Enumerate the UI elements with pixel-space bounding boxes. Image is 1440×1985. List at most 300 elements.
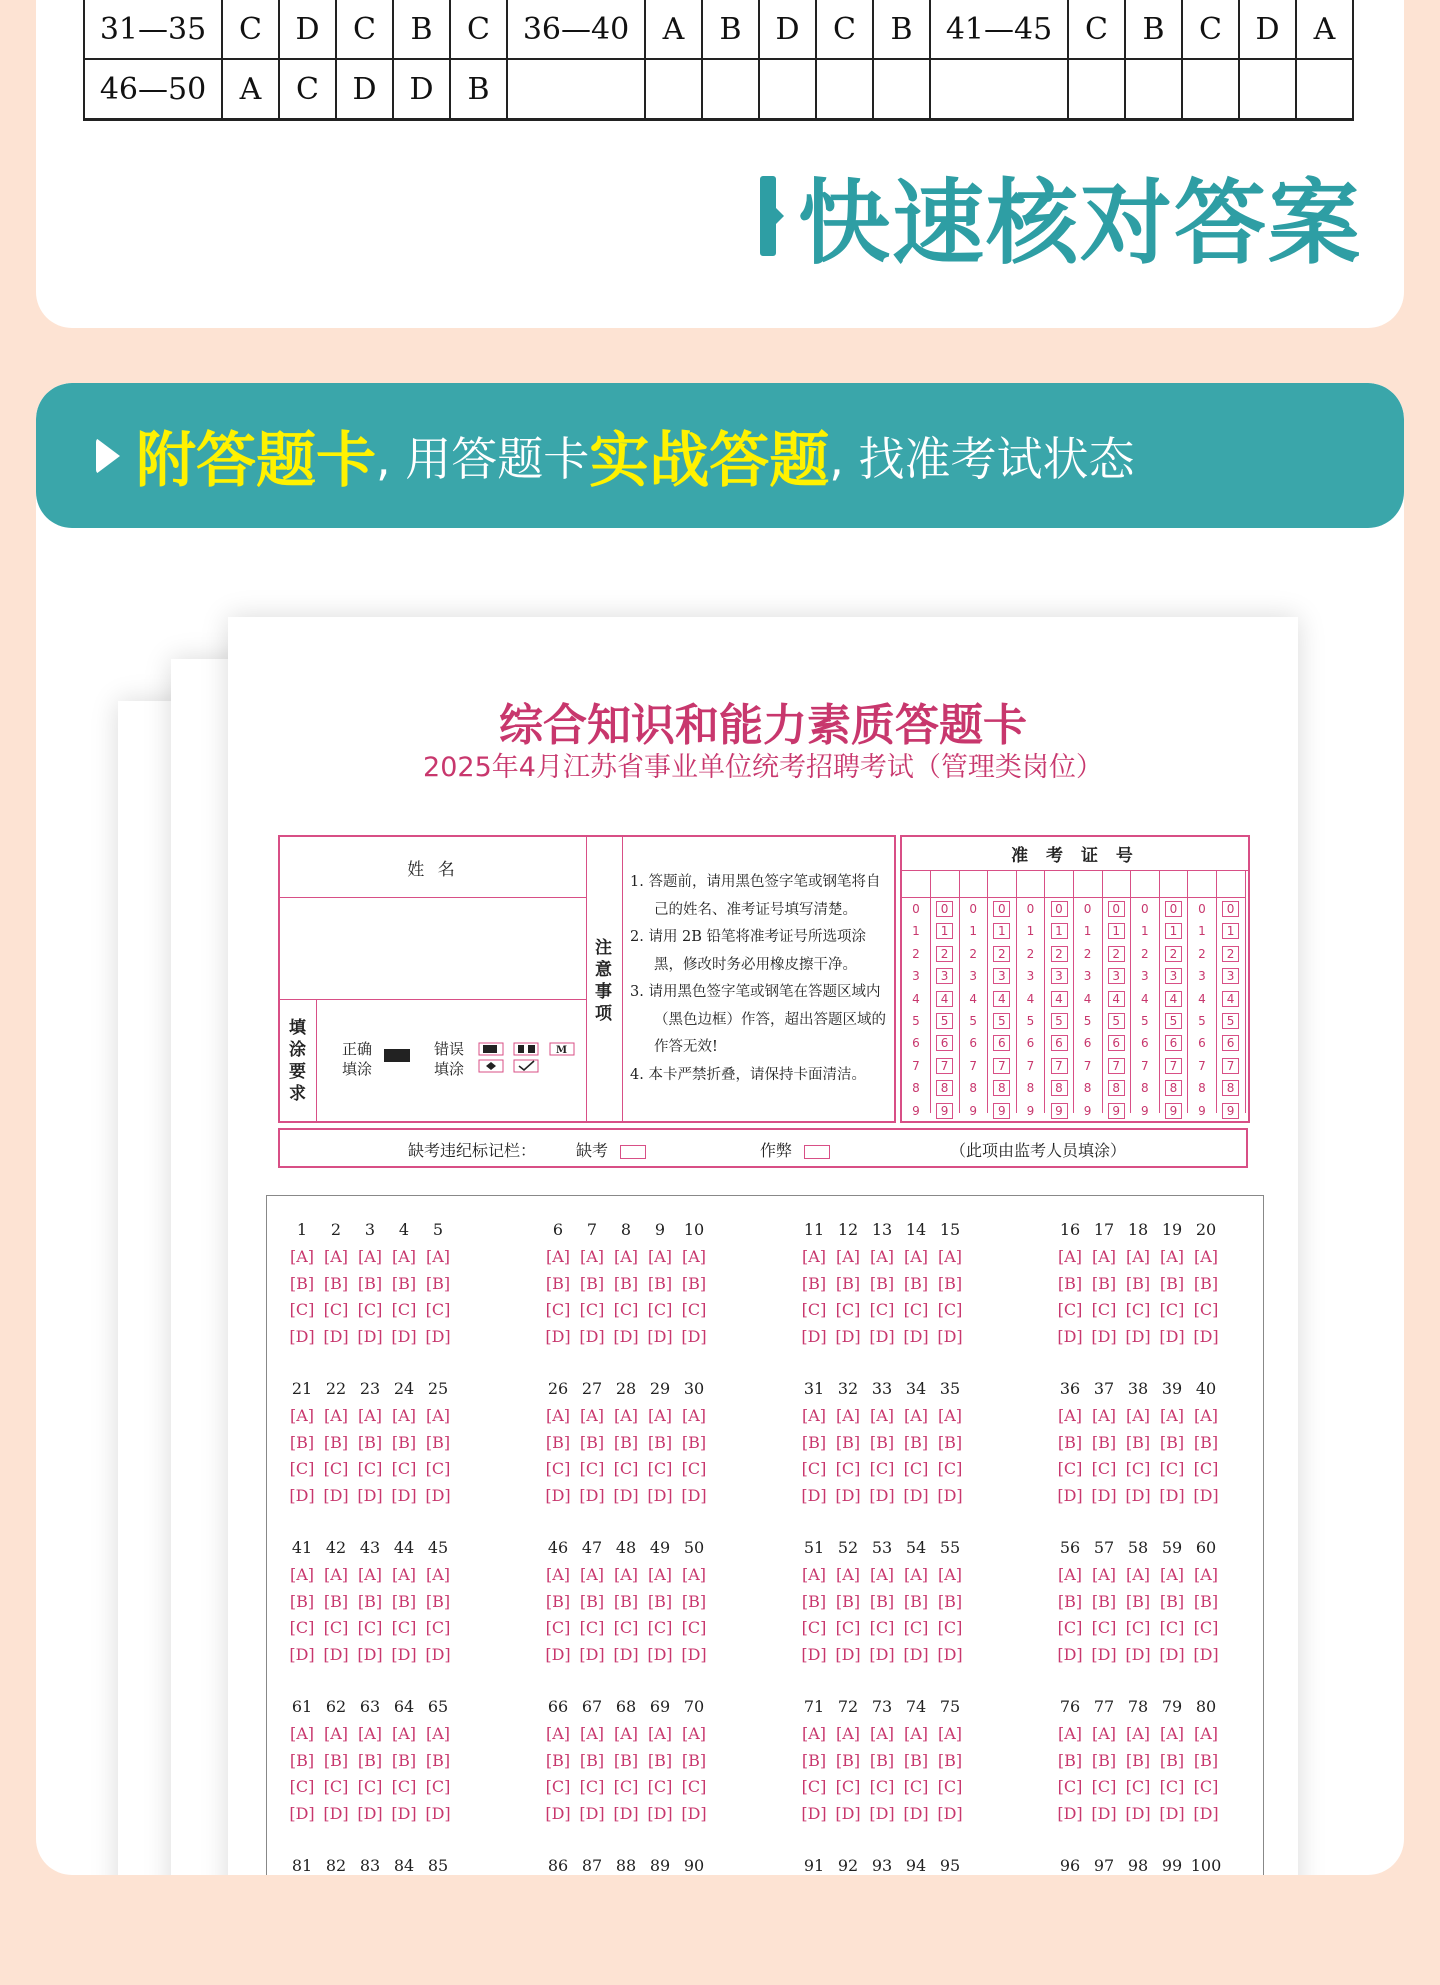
admission-digit-bubble[interactable] xyxy=(1131,965,1159,987)
admission-digit-bubble[interactable] xyxy=(1045,943,1073,965)
option-bubble[interactable]: [C] xyxy=(903,1459,929,1478)
admission-digit-bubble[interactable] xyxy=(1159,965,1187,987)
option-bubble[interactable]: [D] xyxy=(613,1644,639,1664)
option-bubble[interactable]: [C] xyxy=(903,1618,929,1637)
admission-digit-bubble[interactable] xyxy=(959,965,987,987)
admission-digit-bubble[interactable] xyxy=(902,1010,930,1032)
option-bubble[interactable]: [D] xyxy=(681,1326,707,1346)
option-bubble[interactable]: [B] xyxy=(579,1432,605,1452)
option-bubble[interactable]: [C] xyxy=(425,1777,451,1796)
admission-digit-bubble[interactable] xyxy=(1131,920,1159,942)
admission-digit-bubble[interactable] xyxy=(1188,898,1216,920)
option-bubble[interactable]: [C] xyxy=(357,1618,383,1637)
option-bubble[interactable]: [C] xyxy=(323,1300,349,1319)
option-bubble[interactable]: [D] xyxy=(425,1803,451,1823)
admission-digit-bubble[interactable] xyxy=(1074,988,1102,1010)
option-bubble[interactable]: [A] xyxy=(681,1565,707,1584)
option-bubble[interactable]: [A] xyxy=(869,1565,895,1584)
option-bubble[interactable]: [B] xyxy=(903,1432,929,1452)
option-bubble[interactable]: [B] xyxy=(323,1432,349,1452)
admission-digit-bubble[interactable] xyxy=(902,1077,930,1099)
option-bubble[interactable]: [D] xyxy=(801,1644,827,1664)
option-bubble[interactable]: [B] xyxy=(1125,1432,1151,1452)
admission-digit-bubble[interactable] xyxy=(931,1032,959,1054)
admission-digit-bubble[interactable] xyxy=(1102,943,1130,965)
option-bubble[interactable]: [C] xyxy=(1125,1459,1151,1478)
option-bubble[interactable]: [B] xyxy=(425,1273,451,1293)
option-bubble[interactable]: [A] xyxy=(1125,1406,1151,1425)
option-bubble[interactable]: [B] xyxy=(1057,1432,1083,1452)
admission-digit-bubble[interactable] xyxy=(1074,943,1102,965)
option-bubble[interactable]: [D] xyxy=(1057,1485,1083,1505)
option-bubble[interactable]: [C] xyxy=(289,1618,315,1637)
admission-digit-bubble[interactable] xyxy=(1217,943,1245,965)
admission-digit-bubble[interactable] xyxy=(1074,1010,1102,1032)
option-bubble[interactable]: [D] xyxy=(937,1485,963,1505)
option-bubble[interactable]: [A] xyxy=(1091,1406,1117,1425)
option-bubble[interactable]: [A] xyxy=(357,1406,383,1425)
option-bubble[interactable]: [C] xyxy=(391,1618,417,1637)
option-bubble[interactable]: [D] xyxy=(869,1644,895,1664)
admission-digit-bubble[interactable] xyxy=(1102,1077,1130,1099)
admission-digit-column[interactable] xyxy=(1188,871,1217,1118)
option-bubble[interactable]: [C] xyxy=(1193,1777,1219,1796)
admission-digit-bubble[interactable] xyxy=(1131,943,1159,965)
option-bubble[interactable]: [D] xyxy=(681,1644,707,1664)
option-bubble[interactable]: [A] xyxy=(323,1724,349,1743)
admission-digit-bubble[interactable] xyxy=(1217,898,1245,920)
option-bubble[interactable]: [C] xyxy=(937,1300,963,1319)
option-bubble[interactable]: [D] xyxy=(613,1326,639,1346)
option-bubble[interactable]: [C] xyxy=(613,1618,639,1637)
admission-digit-bubble[interactable] xyxy=(1016,965,1044,987)
option-bubble[interactable]: [B] xyxy=(1159,1591,1185,1611)
admission-digit-bubble[interactable] xyxy=(1016,1100,1044,1122)
option-bubble[interactable]: [C] xyxy=(937,1459,963,1478)
option-bubble[interactable]: [C] xyxy=(647,1300,673,1319)
option-bubble[interactable]: [D] xyxy=(579,1485,605,1505)
admission-digit-bubble[interactable] xyxy=(959,943,987,965)
option-bubble[interactable]: [A] xyxy=(1091,1565,1117,1584)
option-bubble[interactable]: [C] xyxy=(1057,1777,1083,1796)
option-bubble[interactable]: [D] xyxy=(869,1803,895,1823)
option-bubble[interactable]: [B] xyxy=(835,1432,861,1452)
admission-digit-bubble[interactable] xyxy=(1016,943,1044,965)
admission-digit-bubble[interactable] xyxy=(959,920,987,942)
option-bubble[interactable]: [A] xyxy=(1125,1724,1151,1743)
option-bubble[interactable]: [B] xyxy=(937,1432,963,1452)
admission-digit-bubble[interactable] xyxy=(1074,1032,1102,1054)
option-bubble[interactable]: [A] xyxy=(835,1724,861,1743)
option-bubble[interactable]: [C] xyxy=(1125,1777,1151,1796)
option-bubble[interactable]: [C] xyxy=(835,1777,861,1796)
option-bubble[interactable]: [C] xyxy=(1057,1618,1083,1637)
option-bubble[interactable]: [C] xyxy=(425,1300,451,1319)
option-bubble[interactable]: [D] xyxy=(545,1326,571,1346)
option-bubble[interactable]: [B] xyxy=(289,1273,315,1293)
option-bubble[interactable]: [D] xyxy=(869,1485,895,1505)
admission-digit-input[interactable] xyxy=(1102,871,1130,898)
option-bubble[interactable]: [D] xyxy=(647,1326,673,1346)
admission-digit-bubble[interactable] xyxy=(1016,1077,1044,1099)
option-bubble[interactable]: [C] xyxy=(1091,1618,1117,1637)
admission-digit-bubble[interactable] xyxy=(1045,1055,1073,1077)
admission-digit-bubble[interactable] xyxy=(1217,988,1245,1010)
option-bubble[interactable]: [A] xyxy=(289,1724,315,1743)
option-bubble[interactable]: [A] xyxy=(357,1724,383,1743)
option-bubble[interactable]: [D] xyxy=(801,1485,827,1505)
option-bubble[interactable]: [C] xyxy=(681,1300,707,1319)
admission-digit-bubble[interactable] xyxy=(1074,1055,1102,1077)
option-bubble[interactable]: [A] xyxy=(647,1565,673,1584)
admission-digit-bubble[interactable] xyxy=(1045,965,1073,987)
option-bubble[interactable]: [B] xyxy=(357,1591,383,1611)
option-bubble[interactable]: [C] xyxy=(1057,1459,1083,1478)
admission-digit-bubble[interactable] xyxy=(1102,965,1130,987)
option-bubble[interactable]: [A] xyxy=(1193,1406,1219,1425)
admission-digit-bubble[interactable] xyxy=(1102,1032,1130,1054)
admission-digit-bubble[interactable] xyxy=(1045,898,1073,920)
admission-digit-bubble[interactable] xyxy=(902,988,930,1010)
admission-digit-bubble[interactable] xyxy=(1217,1100,1245,1122)
option-bubble[interactable]: [C] xyxy=(1091,1459,1117,1478)
option-bubble[interactable]: [B] xyxy=(289,1432,315,1452)
admission-digit-bubble[interactable] xyxy=(988,943,1016,965)
admission-digit-bubble[interactable] xyxy=(988,965,1016,987)
option-bubble[interactable]: [B] xyxy=(545,1750,571,1770)
admission-digit-bubble[interactable] xyxy=(1016,1010,1044,1032)
option-bubble[interactable]: [D] xyxy=(323,1644,349,1664)
admission-digit-column[interactable] xyxy=(959,871,988,1118)
option-bubble[interactable]: [B] xyxy=(1159,1432,1185,1452)
option-bubble[interactable]: [B] xyxy=(835,1591,861,1611)
admission-digit-bubble[interactable] xyxy=(1131,988,1159,1010)
option-bubble[interactable]: [D] xyxy=(323,1326,349,1346)
admission-digit-input[interactable] xyxy=(1131,871,1159,898)
option-bubble[interactable]: [C] xyxy=(613,1777,639,1796)
option-bubble[interactable]: [B] xyxy=(937,1273,963,1293)
option-bubble[interactable]: [A] xyxy=(613,1565,639,1584)
admission-digit-bubble[interactable] xyxy=(1131,1032,1159,1054)
option-bubble[interactable]: [D] xyxy=(579,1326,605,1346)
option-bubble[interactable]: [A] xyxy=(613,1406,639,1425)
admission-digit-bubble[interactable] xyxy=(1159,1010,1187,1032)
option-bubble[interactable]: [D] xyxy=(903,1644,929,1664)
option-bubble[interactable]: [D] xyxy=(869,1326,895,1346)
admission-digit-bubble[interactable] xyxy=(959,1032,987,1054)
admission-digit-bubble[interactable] xyxy=(1217,1055,1245,1077)
admission-digit-input[interactable] xyxy=(1159,871,1187,898)
option-bubble[interactable]: [A] xyxy=(801,1406,827,1425)
admission-digit-bubble[interactable] xyxy=(1159,1032,1187,1054)
option-bubble[interactable]: [C] xyxy=(391,1459,417,1478)
option-bubble[interactable]: [A] xyxy=(425,1724,451,1743)
option-bubble[interactable]: [B] xyxy=(579,1273,605,1293)
option-bubble[interactable]: [B] xyxy=(681,1432,707,1452)
admission-digit-bubble[interactable] xyxy=(1074,1077,1102,1099)
option-bubble[interactable]: [A] xyxy=(647,1724,673,1743)
option-bubble[interactable]: [B] xyxy=(647,1591,673,1611)
option-bubble[interactable]: [B] xyxy=(681,1750,707,1770)
option-bubble[interactable]: [A] xyxy=(579,1565,605,1584)
option-bubble[interactable]: [B] xyxy=(545,1591,571,1611)
option-bubble[interactable]: [D] xyxy=(425,1485,451,1505)
option-bubble[interactable]: [D] xyxy=(647,1485,673,1505)
option-bubble[interactable]: [C] xyxy=(289,1300,315,1319)
option-bubble[interactable]: [C] xyxy=(903,1777,929,1796)
option-bubble[interactable]: [D] xyxy=(647,1644,673,1664)
option-bubble[interactable]: [A] xyxy=(1091,1247,1117,1266)
option-bubble[interactable]: [B] xyxy=(801,1750,827,1770)
option-bubble[interactable]: [B] xyxy=(1193,1273,1219,1293)
option-bubble[interactable]: [A] xyxy=(903,1565,929,1584)
option-bubble[interactable]: [A] xyxy=(289,1565,315,1584)
admission-digit-bubble[interactable] xyxy=(1188,1100,1216,1122)
option-bubble[interactable]: [A] xyxy=(1159,1565,1185,1584)
option-bubble[interactable]: [D] xyxy=(1159,1485,1185,1505)
option-bubble[interactable]: [D] xyxy=(937,1644,963,1664)
admission-digit-column[interactable] xyxy=(1016,871,1045,1118)
option-bubble[interactable]: [C] xyxy=(323,1777,349,1796)
option-bubble[interactable]: [B] xyxy=(1125,1750,1151,1770)
admission-digit-bubble[interactable] xyxy=(959,898,987,920)
option-bubble[interactable]: [C] xyxy=(357,1777,383,1796)
admission-digit-column[interactable] xyxy=(1074,871,1103,1118)
admission-digit-bubble[interactable] xyxy=(1159,898,1187,920)
option-bubble[interactable]: [D] xyxy=(579,1803,605,1823)
option-bubble[interactable]: [D] xyxy=(801,1326,827,1346)
admission-digit-bubble[interactable] xyxy=(988,1032,1016,1054)
option-bubble[interactable]: [B] xyxy=(323,1750,349,1770)
option-bubble[interactable]: [B] xyxy=(647,1432,673,1452)
admission-digit-input[interactable] xyxy=(1074,871,1102,898)
admission-digit-bubble[interactable] xyxy=(902,1100,930,1122)
admission-digit-bubble[interactable] xyxy=(1045,1100,1073,1122)
option-bubble[interactable]: [B] xyxy=(425,1432,451,1452)
option-bubble[interactable]: [C] xyxy=(869,1300,895,1319)
option-bubble[interactable]: [B] xyxy=(937,1591,963,1611)
option-bubble[interactable]: [D] xyxy=(357,1803,383,1823)
option-bubble[interactable]: [C] xyxy=(1193,1459,1219,1478)
admission-digit-bubble[interactable] xyxy=(1016,898,1044,920)
option-bubble[interactable]: [D] xyxy=(1091,1485,1117,1505)
option-bubble[interactable]: [A] xyxy=(903,1406,929,1425)
option-bubble[interactable]: [C] xyxy=(869,1618,895,1637)
option-bubble[interactable]: [B] xyxy=(1193,1591,1219,1611)
option-bubble[interactable]: [D] xyxy=(647,1803,673,1823)
admission-digit-bubble[interactable] xyxy=(988,1100,1016,1122)
option-bubble[interactable]: [B] xyxy=(869,1591,895,1611)
admission-digit-bubble[interactable] xyxy=(959,1010,987,1032)
option-bubble[interactable]: [D] xyxy=(579,1644,605,1664)
admission-digit-bubble[interactable] xyxy=(1016,920,1044,942)
option-bubble[interactable]: [A] xyxy=(323,1565,349,1584)
option-bubble[interactable]: [B] xyxy=(1159,1273,1185,1293)
option-bubble[interactable]: [A] xyxy=(289,1247,315,1266)
option-bubble[interactable]: [A] xyxy=(681,1724,707,1743)
option-bubble[interactable]: [D] xyxy=(1091,1803,1117,1823)
admission-digit-bubble[interactable] xyxy=(1188,1010,1216,1032)
option-bubble[interactable]: [C] xyxy=(1125,1300,1151,1319)
option-bubble[interactable]: [C] xyxy=(1159,1618,1185,1637)
option-bubble[interactable]: [B] xyxy=(1125,1591,1151,1611)
option-bubble[interactable]: [C] xyxy=(1159,1777,1185,1796)
admission-digit-bubble[interactable] xyxy=(931,1077,959,1099)
admission-digit-bubble[interactable] xyxy=(1159,1100,1187,1122)
admission-digit-bubble[interactable] xyxy=(1045,1032,1073,1054)
option-bubble[interactable]: [D] xyxy=(835,1326,861,1346)
option-bubble[interactable]: [D] xyxy=(1159,1803,1185,1823)
option-bubble[interactable]: [C] xyxy=(647,1459,673,1478)
option-bubble[interactable]: [C] xyxy=(1159,1300,1185,1319)
option-bubble[interactable]: [C] xyxy=(1125,1618,1151,1637)
admission-digit-bubble[interactable] xyxy=(1074,965,1102,987)
option-bubble[interactable]: [B] xyxy=(613,1591,639,1611)
option-bubble[interactable]: [C] xyxy=(357,1459,383,1478)
admission-digit-column[interactable] xyxy=(1217,871,1246,1118)
option-bubble[interactable]: [D] xyxy=(545,1644,571,1664)
option-bubble[interactable]: [C] xyxy=(579,1300,605,1319)
admission-digit-input[interactable] xyxy=(902,871,930,898)
option-bubble[interactable]: [D] xyxy=(835,1485,861,1505)
option-bubble[interactable]: [D] xyxy=(357,1326,383,1346)
option-bubble[interactable]: [D] xyxy=(1159,1644,1185,1664)
option-bubble[interactable]: [B] xyxy=(425,1591,451,1611)
option-bubble[interactable]: [C] xyxy=(937,1777,963,1796)
option-bubble[interactable]: [A] xyxy=(613,1724,639,1743)
option-bubble[interactable]: [B] xyxy=(391,1591,417,1611)
option-bubble[interactable]: [A] xyxy=(835,1247,861,1266)
option-bubble[interactable]: [D] xyxy=(1057,1326,1083,1346)
option-bubble[interactable]: [A] xyxy=(1125,1247,1151,1266)
admission-digit-bubble[interactable] xyxy=(1188,920,1216,942)
option-bubble[interactable]: [D] xyxy=(545,1803,571,1823)
option-bubble[interactable]: [B] xyxy=(391,1750,417,1770)
admission-digit-bubble[interactable] xyxy=(988,1010,1016,1032)
option-bubble[interactable]: [A] xyxy=(937,1565,963,1584)
option-bubble[interactable]: [D] xyxy=(903,1326,929,1346)
admission-digit-bubble[interactable] xyxy=(1102,1100,1130,1122)
option-bubble[interactable]: [C] xyxy=(681,1459,707,1478)
option-bubble[interactable]: [B] xyxy=(835,1273,861,1293)
option-bubble[interactable]: [C] xyxy=(391,1777,417,1796)
admission-digit-bubble[interactable] xyxy=(1074,920,1102,942)
option-bubble[interactable]: [B] xyxy=(613,1750,639,1770)
option-bubble[interactable]: [B] xyxy=(1091,1273,1117,1293)
option-bubble[interactable]: [D] xyxy=(1193,1644,1219,1664)
option-bubble[interactable]: [A] xyxy=(801,1247,827,1266)
admission-digit-bubble[interactable] xyxy=(1188,943,1216,965)
admission-digit-input[interactable] xyxy=(931,871,959,898)
option-bubble[interactable]: [C] xyxy=(579,1618,605,1637)
admission-digit-bubble[interactable] xyxy=(1045,1077,1073,1099)
option-bubble[interactable]: [B] xyxy=(903,1591,929,1611)
option-bubble[interactable]: [D] xyxy=(289,1485,315,1505)
option-bubble[interactable]: [D] xyxy=(545,1485,571,1505)
option-bubble[interactable]: [D] xyxy=(835,1803,861,1823)
admission-digit-bubble[interactable] xyxy=(988,1055,1016,1077)
option-bubble[interactable]: [A] xyxy=(289,1406,315,1425)
option-bubble[interactable]: [C] xyxy=(545,1618,571,1637)
option-bubble[interactable]: [B] xyxy=(647,1750,673,1770)
admission-digit-bubble[interactable] xyxy=(1159,943,1187,965)
admission-digit-bubble[interactable] xyxy=(1131,1010,1159,1032)
option-bubble[interactable]: [D] xyxy=(1057,1644,1083,1664)
admission-digit-bubble[interactable] xyxy=(1102,1010,1130,1032)
option-bubble[interactable]: [B] xyxy=(1057,1273,1083,1293)
admission-digit-input[interactable] xyxy=(1188,871,1216,898)
admission-digit-bubble[interactable] xyxy=(959,1100,987,1122)
option-bubble[interactable]: [C] xyxy=(801,1459,827,1478)
option-bubble[interactable]: [A] xyxy=(903,1247,929,1266)
option-bubble[interactable]: [B] xyxy=(579,1750,605,1770)
option-bubble[interactable]: [D] xyxy=(903,1485,929,1505)
option-bubble[interactable]: [B] xyxy=(937,1750,963,1770)
admission-digit-bubble[interactable] xyxy=(1074,1100,1102,1122)
option-bubble[interactable]: [A] xyxy=(391,1724,417,1743)
option-bubble[interactable]: [A] xyxy=(545,1724,571,1743)
admission-digit-bubble[interactable] xyxy=(902,920,930,942)
option-bubble[interactable]: [D] xyxy=(391,1803,417,1823)
option-bubble[interactable]: [A] xyxy=(425,1406,451,1425)
cheat-option[interactable] xyxy=(760,1138,830,1161)
option-bubble[interactable]: [D] xyxy=(391,1326,417,1346)
option-bubble[interactable]: [A] xyxy=(681,1247,707,1266)
option-bubble[interactable]: [A] xyxy=(323,1247,349,1266)
option-bubble[interactable]: [D] xyxy=(289,1803,315,1823)
option-bubble[interactable]: [A] xyxy=(391,1247,417,1266)
option-bubble[interactable]: [C] xyxy=(357,1300,383,1319)
admission-digit-bubble[interactable] xyxy=(1188,1077,1216,1099)
option-bubble[interactable]: [A] xyxy=(1057,1247,1083,1266)
absent-option[interactable] xyxy=(576,1138,646,1161)
option-bubble[interactable]: [A] xyxy=(835,1406,861,1425)
option-bubble[interactable]: [A] xyxy=(869,1724,895,1743)
option-bubble[interactable]: [B] xyxy=(357,1750,383,1770)
admission-digit-input[interactable] xyxy=(959,871,987,898)
admission-digit-column[interactable] xyxy=(1045,871,1074,1118)
option-bubble[interactable]: [A] xyxy=(835,1565,861,1584)
admission-digit-bubble[interactable] xyxy=(931,965,959,987)
option-bubble[interactable]: [C] xyxy=(681,1777,707,1796)
option-bubble[interactable]: [A] xyxy=(579,1724,605,1743)
admission-digit-input[interactable] xyxy=(988,871,1016,898)
option-bubble[interactable]: [B] xyxy=(1057,1591,1083,1611)
option-bubble[interactable]: [B] xyxy=(869,1273,895,1293)
option-bubble[interactable]: [A] xyxy=(1193,1724,1219,1743)
admission-digit-bubble[interactable] xyxy=(1131,898,1159,920)
option-bubble[interactable]: [A] xyxy=(323,1406,349,1425)
admission-digit-bubble[interactable] xyxy=(1131,1100,1159,1122)
option-bubble[interactable]: [B] xyxy=(323,1273,349,1293)
admission-digit-input[interactable] xyxy=(1045,871,1073,898)
admission-digit-bubble[interactable] xyxy=(1102,1055,1130,1077)
option-bubble[interactable]: [A] xyxy=(903,1724,929,1743)
option-bubble[interactable]: [A] xyxy=(579,1247,605,1266)
cheat-checkbox[interactable] xyxy=(804,1145,830,1159)
option-bubble[interactable]: [C] xyxy=(869,1459,895,1478)
option-bubble[interactable]: [B] xyxy=(903,1273,929,1293)
option-bubble[interactable]: [C] xyxy=(903,1300,929,1319)
option-bubble[interactable]: [D] xyxy=(835,1644,861,1664)
admission-digit-bubble[interactable] xyxy=(1217,1010,1245,1032)
option-bubble[interactable]: [C] xyxy=(613,1459,639,1478)
option-bubble[interactable]: [D] xyxy=(289,1644,315,1664)
admission-digit-bubble[interactable] xyxy=(931,920,959,942)
option-bubble[interactable]: [A] xyxy=(391,1406,417,1425)
admission-digit-bubble[interactable] xyxy=(1159,920,1187,942)
option-bubble[interactable]: [D] xyxy=(1057,1803,1083,1823)
